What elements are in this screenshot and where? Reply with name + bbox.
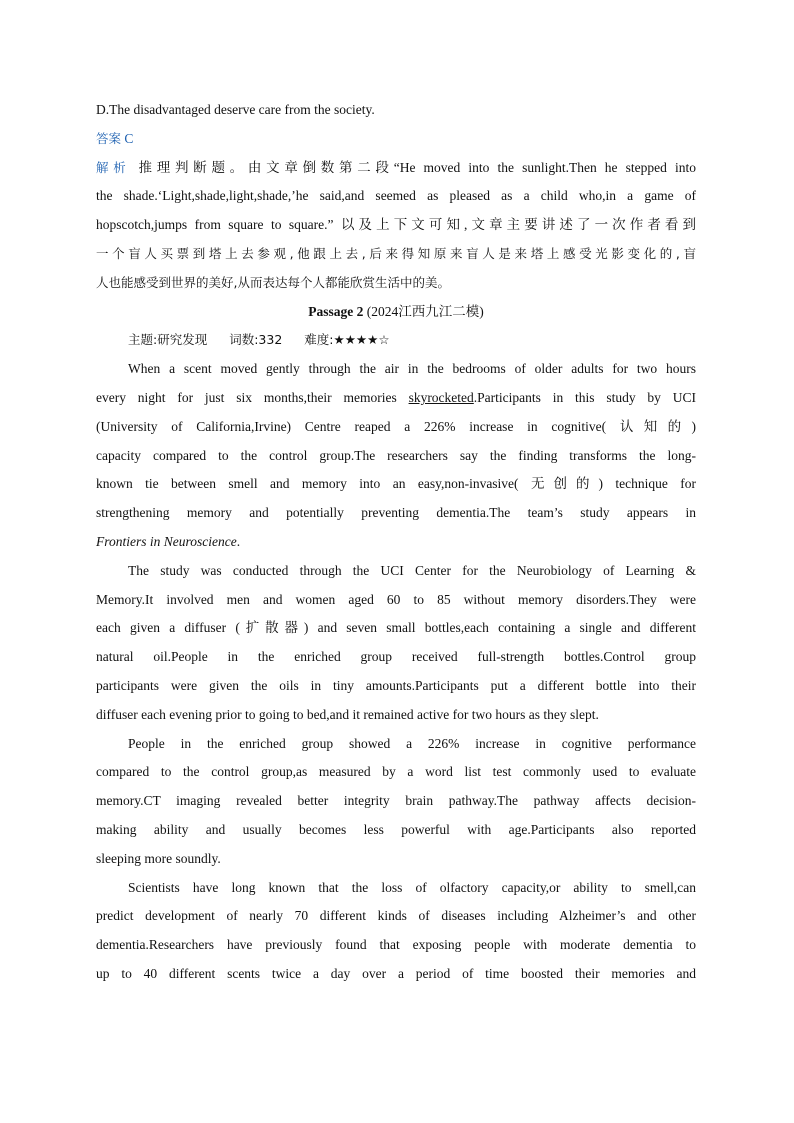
passage-source: (2024江西九江二模)	[366, 303, 484, 319]
document-page	[96, 96, 696, 989]
p2-line-5: participants were given the oils in tiny amounts.Participants put a different bottle into their	[96, 677, 696, 693]
analysis-line-2: the shade.‘Light,shade,light,shade,’he said,and seemed as pleased as a child who,in a game of	[96, 188, 696, 204]
p2-line-1: The study was conducted through the UCI Center for the Neurobiology of Learning &	[128, 562, 696, 578]
analysis-line-4: 一个盲人买票到塔上去参观,他跟上去,后来得知原来盲人是来塔上感受光影变化的,盲	[96, 245, 696, 261]
answer-label: 答案	[96, 130, 122, 146]
passage-meta	[96, 326, 696, 355]
passage-word-count: 词数:332	[229, 332, 283, 348]
analysis-label: 解析	[96, 159, 131, 175]
option-d: D.The disadvantaged deserve care from the society.	[96, 102, 375, 117]
p3-line-4: making ability and usually becomes less powerful with age.Participants also reported	[96, 821, 696, 837]
p2-line-2: Memory.It involved men and women aged 60 to 85 without memory disorders.They were	[96, 591, 696, 607]
passage-difficulty: 难度:★★★★☆	[304, 332, 390, 348]
p1-line-5: known tie between smell and memory into an easy,non-invasive( 无创的) technique for	[96, 476, 696, 492]
p1-line-7-end: .	[236, 533, 241, 549]
passage-heading	[96, 298, 696, 327]
p1-line-2-a: every night for just six months,their memories	[96, 389, 409, 405]
answer-value: C	[124, 130, 134, 146]
p4-line-1: Scientists have long known that the loss of olfactory capacity,or ability to smell,can	[128, 879, 696, 895]
analysis-text-1: 推理判断题。由文章倒数第二段“He moved into the sunlight.Then he stepped into	[130, 159, 696, 175]
answer-line	[96, 125, 696, 154]
p4-line-4: up to 40 different scents twice a day over a period of time boosted their memories and	[96, 965, 696, 981]
passage-title: Passage 2	[308, 303, 364, 319]
p4-line-2: predict development of nearly 70 different kinds of diseases including Alzheimer’s and other	[96, 908, 696, 924]
underlined-word: skyrocketed	[408, 389, 474, 405]
p1-line-6: strengthening memory and potentially preventing dementia.The team’s study appears in	[96, 505, 696, 521]
p4-line-3: dementia.Researchers have previously found that exposing people with moderate dementia to	[96, 937, 696, 953]
p3-line-5: sleeping more soundly.	[96, 850, 221, 866]
passage-theme: 主题:研究发现	[128, 332, 208, 348]
p1-line-3: (University of California,Irvine) Centre reaped a 226% increase in cognitive( 认知的)	[96, 418, 696, 434]
p1-line-4: capacity compared to the control group.The researchers say the finding transforms the long-	[96, 447, 696, 463]
p1-line-1: When a scent moved gently through the air in the bedrooms of older adults for two hours	[128, 361, 696, 377]
analysis-line-3: hopscotch,jumps from square to square.” 以及上下文可知,文章主要讲述了一次作者看到	[96, 217, 696, 233]
p3-line-3: memory.CT imaging revealed better integrity brain pathway.The pathway affects decision-	[96, 793, 696, 809]
p1-line-2-c: .Participants in this study by UCI	[473, 389, 696, 405]
p3-line-2: compared to the control group,as measured by a word list test commonly used to evaluate	[96, 764, 696, 780]
p2-line-6: diffuser each evening prior to going to bed,and it remained active for two hours as they slept.	[96, 706, 599, 722]
p2-line-3: each given a diffuser (扩散器) and seven small bottles,each containing a single and different	[96, 620, 696, 636]
p1-line-2	[96, 384, 696, 413]
analysis-line-5: 人也能感受到世界的美好,从而表达每个人都能欣赏生活中的美。	[96, 274, 450, 290]
p2-line-4: natural oil.People in the enriched group received full-strength bottles.Control group	[96, 649, 696, 665]
analysis-line-1	[96, 154, 696, 183]
p1-line-7	[96, 528, 696, 557]
p3-line-1: People in the enriched group showed a 226% increase in cognitive performance	[128, 735, 696, 751]
journal-name: Frontiers in Neuroscience	[96, 533, 237, 549]
